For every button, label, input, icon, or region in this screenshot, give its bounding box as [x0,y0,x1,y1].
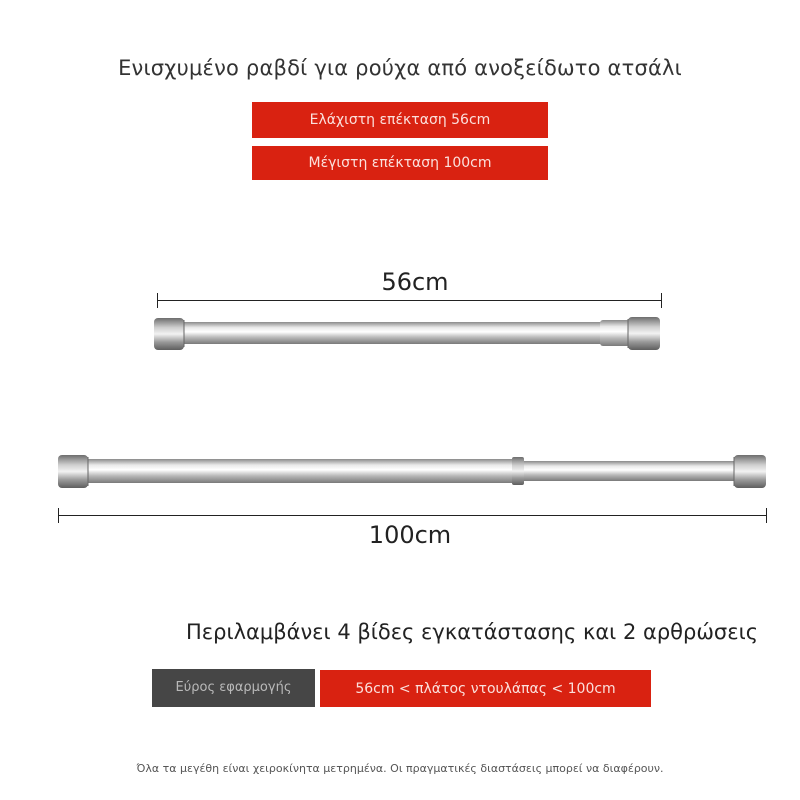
short-rod-right-cap [628,317,660,350]
long-rod-dimension-line [58,515,767,516]
footnote: Όλα τα μεγέθη είναι χειροκίνητα μετρημένα. Οι πραγματικές διαστάσεις μπορεί να διαφέρουν. [136,762,664,775]
includes-text: Περιλαμβάνει 4 βίδες εγκατάστασης και 2 αρθρώσεις [186,620,759,644]
long-rod-length-label: 100cm [368,521,452,549]
short-rod [154,317,660,350]
application-range-value: 56cm < πλάτος ντουλάπας < 100cm [320,670,651,707]
short-rod-left-cap [154,318,184,350]
long-rod [58,455,766,488]
long-rod-left-cap [58,455,88,488]
min-extension-badge: Ελάχιστη επέκταση 56cm [252,102,548,138]
max-extension-badge: Μέγιστη επέκταση 100cm [252,146,548,180]
page-title: Ενισχυμένο ραβδί για ρούχα από ανοξείδωτο ατσάλι [118,56,682,80]
application-range-label: Εύρος εφαρμογής [152,669,315,707]
long-rod-right-cap [734,455,766,488]
short-rod-length-label: 56cm [381,268,449,296]
